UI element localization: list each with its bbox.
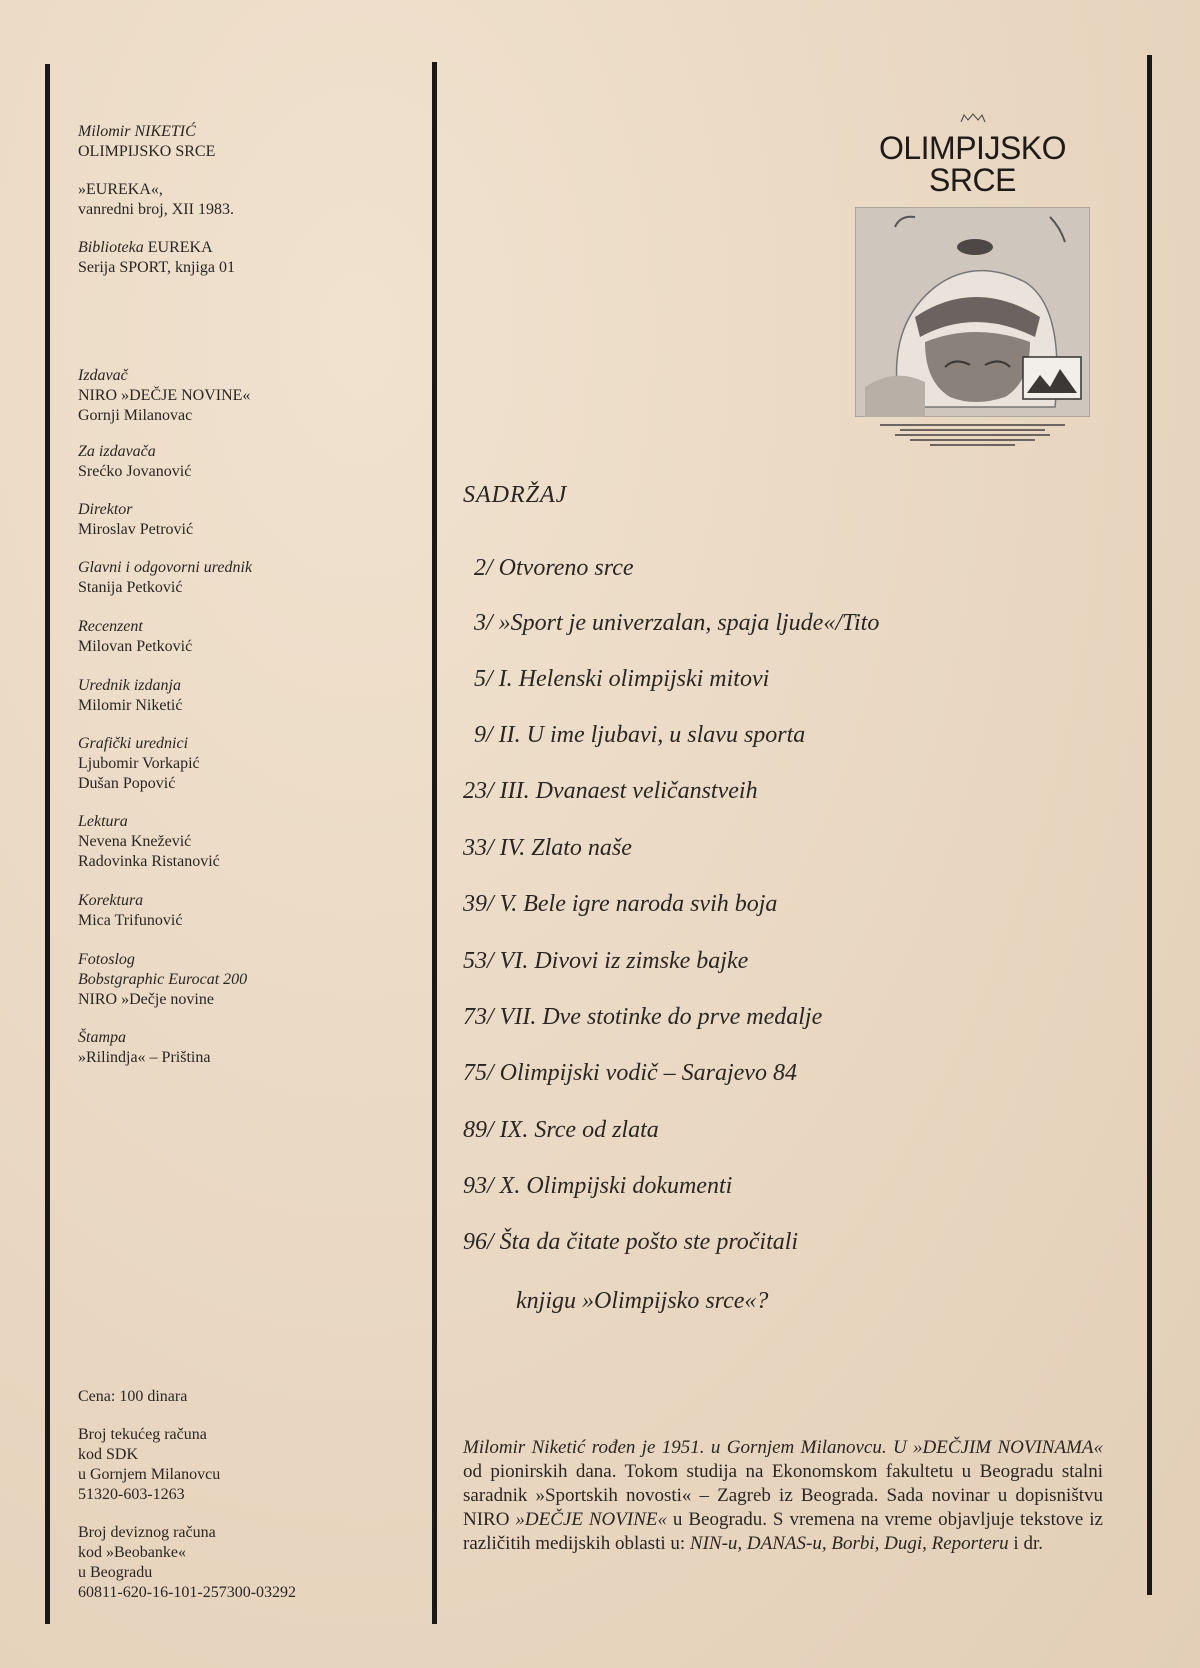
cover-caption-lines — [870, 422, 1075, 448]
correction-block — [78, 891, 408, 931]
director-name: Miroslav Petrović — [78, 521, 194, 538]
proofreading-block — [78, 812, 408, 872]
magazine-name: »EUREKA«, — [78, 181, 163, 198]
toc-entry[interactable]: 93/ X. Olimpijski dokumenti — [463, 1173, 733, 1199]
edition-editor-label: Urednik izdanja — [78, 677, 181, 694]
bio-text: i dr. — [1008, 1533, 1043, 1554]
bio-text: Milomir Niketić rođen je 1951. u Gornjem Milanovcu. U »DEČJIM NOVINAMA« — [463, 1437, 1103, 1458]
left-column-rule — [45, 64, 50, 1624]
printer-name: »Rilindja« – Priština — [78, 1049, 211, 1066]
cover-caption-smallprint — [870, 422, 1075, 451]
toc-entry[interactable]: 39/ V. Bele igre naroda svih boja — [463, 891, 778, 917]
library-label: Biblioteka — [78, 239, 144, 256]
publisher-city: Gornji Milanovac — [78, 407, 193, 424]
publisher-block — [78, 366, 408, 426]
reviewer-block — [78, 617, 408, 657]
toc-entry[interactable]: 89/ IX. Srce od zlata — [463, 1117, 659, 1143]
typesetting-block — [78, 950, 408, 1010]
reviewer-label: Recenzent — [78, 618, 143, 635]
toc-entry[interactable]: 23/ III. Dvanaest veličanstveih — [463, 778, 758, 804]
printing-block — [78, 1028, 408, 1068]
publisher-label: Izdavač — [78, 367, 128, 384]
middle-column-rule — [432, 62, 437, 1624]
account-bank: kod SDK — [78, 1446, 139, 1463]
toc-entry[interactable]: 73/ VII. Dve stotinke do prve medalje — [463, 1004, 823, 1030]
typesetting-house: NIRO »Dečje novine — [78, 991, 214, 1008]
book-title: OLIMPIJSKO SRCE — [78, 143, 216, 160]
cover-title — [855, 132, 1090, 196]
bio-text: u Beogradu. S vremena na vreme objavljuje tekstove iz različitih medijskih oblasti u: — [463, 1509, 1103, 1554]
for-publisher-block — [78, 442, 408, 482]
typesetting-machine: Bobstgraphic Eurocat 200 — [78, 971, 248, 988]
cover-thumbnail — [855, 112, 1090, 452]
printing-label: Štampa — [78, 1029, 126, 1046]
reviewer-name: Milovan Petković — [78, 638, 193, 655]
graphic-editor-name: Ljubomir Vorkapić — [78, 755, 200, 772]
cover-title-line: SRCE — [929, 162, 1016, 198]
colophon-title-block — [78, 122, 408, 162]
account-block — [78, 1425, 408, 1505]
right-column-rule — [1147, 55, 1152, 1595]
colophon-library-block — [78, 238, 408, 278]
cover-title-line: OLIMPIJSKO — [878, 130, 1067, 166]
cover-crown-icon — [958, 112, 988, 124]
foreign-account-bank: kod »Beobanke« — [78, 1544, 186, 1561]
library-name: EUREKA — [147, 239, 213, 256]
editor-in-chief-name: Stanija Petković — [78, 579, 183, 596]
colophon-issue-block — [78, 180, 408, 220]
graphic-editors-block — [78, 734, 408, 794]
toc-entry[interactable]: 9/ II. U ime ljubavi, u slavu sporta — [474, 722, 806, 748]
editor-in-chief-label: Glavni i odgovorni urednik — [78, 559, 253, 576]
for-publisher-name: Srećko Jovanović — [78, 463, 192, 480]
toc-entry[interactable]: 3/ »Sport je univerzalan, spaja ljude«/Tito — [474, 610, 880, 636]
correction-label: Korektura — [78, 892, 144, 909]
toc-entry[interactable]: 33/ IV. Zlato naše — [463, 835, 632, 861]
edition-editor-name: Milomir Niketić — [78, 697, 183, 714]
for-publisher-label: Za izdavača — [78, 443, 156, 460]
graphic-editors-label: Grafički urednici — [78, 735, 189, 752]
toc-entry[interactable]: 2/ Otvoreno srce — [474, 555, 634, 581]
bio-text: NIN-u, DANAS-u, Borbi, Dugi, Reporteru — [689, 1533, 1009, 1554]
corrector-name: Mica Trifunović — [78, 912, 183, 929]
account-number: 51320-603-1263 — [78, 1486, 185, 1503]
author-name: Milomir NIKETIĆ — [78, 123, 196, 140]
director-block — [78, 500, 408, 540]
proofreader-name: Radovinka Ristanović — [78, 853, 220, 870]
proofreading-label: Lektura — [78, 813, 128, 830]
typesetting-label: Fotoslog — [78, 951, 135, 968]
account-city: u Gornjem Milanovcu — [78, 1466, 221, 1483]
author-biography — [463, 1436, 1103, 1556]
foreign-account-city: u Beogradu — [78, 1564, 153, 1581]
bio-text: od pionirskih dana. Tokom studija na Ekonomskom fakultetu u Beogradu stalni saradnik »Sportskih novosti« – Zagreb iz Beograda. Sada novinar u dopisništvu NIRO — [463, 1461, 1103, 1530]
issue-info: vanredni broj, XII 1983. — [78, 201, 234, 218]
toc-entry-continuation: knjigu »Olimpijsko srce«? — [516, 1288, 769, 1314]
price: Cena: 100 dinara — [78, 1388, 188, 1405]
proofreader-name: Nevena Knežević — [78, 833, 192, 850]
account-label: Broj tekućeg računa — [78, 1426, 207, 1443]
publisher-name: NIRO »DEČJE NOVINE« — [78, 387, 251, 404]
toc-entry[interactable]: 96/ Šta da čitate pošto ste pročitali — [463, 1229, 799, 1255]
toc-entry[interactable]: 75/ Olimpijski vodič – Sarajevo 84 — [463, 1060, 797, 1086]
cover-publisher-mark — [855, 112, 1090, 126]
toc-heading: SADRŽAJ — [463, 482, 568, 508]
bio-text: »DEČJE NOVINE« — [515, 1509, 667, 1530]
cover-skier-photo — [855, 207, 1090, 417]
series-info: Serija SPORT, knjiga 01 — [78, 259, 235, 276]
foreign-account-label: Broj deviznog računa — [78, 1524, 216, 1541]
foreign-account-number: 60811-620-16-101-257300-03292 — [78, 1584, 297, 1601]
editor-in-chief-block — [78, 558, 408, 598]
toc-entry[interactable]: 5/ I. Helenski olimpijski mitovi — [474, 666, 770, 692]
toc-entry[interactable]: 53/ VI. Divovi iz zimske bajke — [463, 948, 749, 974]
foreign-account-block — [78, 1523, 408, 1603]
price-block — [78, 1387, 408, 1407]
edition-editor-block — [78, 676, 408, 716]
graphic-editor-name: Dušan Popović — [78, 775, 176, 792]
director-label: Direktor — [78, 501, 133, 518]
